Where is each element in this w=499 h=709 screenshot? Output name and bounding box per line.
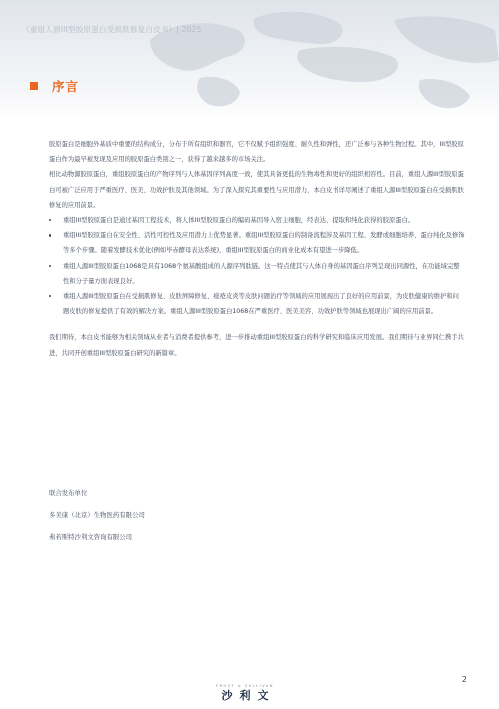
page-number: 2 [461,675,467,684]
closing-paragraph: 我们期待，本白皮书能够为相关领域从业者与消费者提供参考，进一步推动重组III型胶原蛋白的科学研究和临床应用发展。我们期待与业界同仁携手共进，共同开创重组III型胶原蛋白研究的新篇章。 [49,334,464,357]
section-heading [30,77,79,95]
publisher-org-1: 多美康（北京）生物医药有限公司 [49,511,145,519]
world-map-background [0,0,499,118]
section-title: 序言 [52,79,80,94]
publisher-block [49,486,145,552]
header-banner [0,0,499,118]
preface-body [49,137,465,361]
bullet-item: 重组人源III型胶原蛋白1068是具有1068个氨基酸组成的人源序列肽链。这一特点使其与人体自身的基因蛋白序列呈现出同源性，在功能域完整性和分子量方面表现良好。 [49,259,465,289]
logo-english-text: FROST & SULLIVAN [216,684,274,688]
document-header-title: 《重组人源III型胶原蛋白受损肌修复白皮书》| 2025 [22,25,202,34]
intro-paragraph-2: 相比动物源胶原蛋白，重组胶原蛋白的产物序列与人体基因序列高度一致，使其具备更低的生物毒性和更好的组织相容性。目前，重组人源III型胶原蛋白可被广泛应用于严重医疗、医美、功效护肤及其他领域。为了深入探究其重要性与应用潜力，本白皮书详尽阐述了重组人源III型胶原蛋白在受损肌肤修复的应用前景。 [49,171,464,209]
bullet-item: 重组III型胶原蛋白是通过基因工程技术，将人体III型胶原蛋白的编码基因导入宿主细胞，经表达、提取和纯化获得的胶原蛋白。 [49,213,465,228]
logo-chinese-text: 沙利文 [221,689,276,702]
intro-paragraph-1: 胶原蛋白是细胞外基质中重要的结构成分，分布于所有组织和器官，它不仅赋予组织强度、耐久性和弹性，还广泛参与各种生物过程。其中，III型胶原蛋白作为最早被发现及应用的胶原蛋白类别之一，获得了越来越多的市场关注。 [49,141,464,164]
publisher-label: 联合发布单位 [49,489,88,497]
bullet-item: 重组III型胶原蛋白在安全性、活性可控性及应用潜力上优势显著。重组III型胶原蛋白的制备流程涉及基因工程、发酵或细胞培养、蛋白纯化及修饰等多个步骤。随着发酵技术优化(例如毕赤酵母表达系统)，重组III型胶原蛋白的商业化成本有望进一步降低。 [49,228,465,258]
frost-sullivan-logo [185,684,305,703]
bullet-item: 重组人源III型胶原蛋白在受损肌修复、皮肤屏障修复、痤疮皮炎等皮肤问题治疗等领域的应用展现出了良好的应用前景，为皮肤健康的维护和问题皮肤的修复提供了有效的解决方案。重组人源III型胶原蛋白1068在严重医疗、医美美容、功效护肤等领域也展现出广阔的应用前景。 [49,289,465,319]
publisher-org-2: 弗若斯特沙利文咨询有限公司 [49,533,133,541]
bullet-list [49,213,465,319]
heading-square-icon [30,82,38,90]
